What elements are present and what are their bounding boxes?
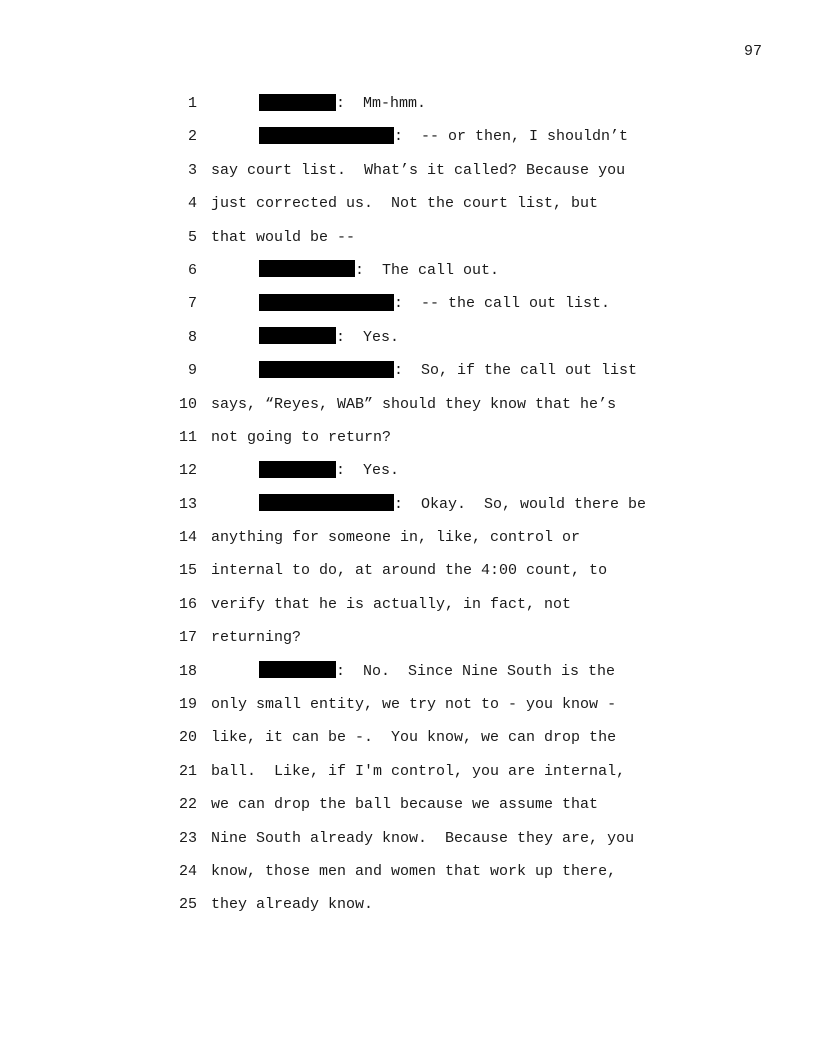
transcript-line [0, 588, 816, 621]
line-text [211, 187, 598, 220]
line-number: 19 [178, 696, 197, 714]
transcript-line [0, 421, 816, 454]
redacted-speaker-name [259, 127, 394, 144]
line-number: 21 [178, 762, 197, 780]
line-number: 8 [187, 328, 197, 346]
line-text [211, 755, 625, 788]
line-text [211, 554, 607, 587]
line-number: 17 [178, 629, 197, 647]
line-text [211, 421, 391, 454]
line-content: Nine South already know. Because they are, you [211, 829, 635, 847]
redacted-speaker-name [259, 494, 394, 511]
redacted-speaker-name [259, 361, 394, 378]
line-number: 25 [178, 896, 197, 914]
line-content: just corrected us. Not the court list, but [211, 195, 599, 213]
line-content: : So, if the call out list [394, 362, 638, 380]
line-text [211, 521, 580, 554]
line-text [211, 855, 616, 888]
line-content: internal to do, at around the 4:00 count, to [211, 562, 608, 580]
redacted-speaker-name [259, 327, 336, 344]
redacted-speaker-name [259, 294, 394, 311]
transcript-line [0, 621, 816, 654]
transcript-line [0, 822, 816, 855]
line-number: 18 [178, 662, 197, 680]
redacted-speaker-name [259, 661, 336, 678]
transcript-line [0, 488, 816, 521]
transcript-line [0, 154, 816, 187]
transcript-line [0, 688, 816, 721]
line-text [211, 788, 598, 821]
line-content: : Yes. [336, 328, 400, 346]
transcript-line [0, 187, 816, 220]
line-number: 2 [187, 128, 197, 146]
transcript-line [0, 721, 816, 754]
redacted-speaker-name [259, 461, 336, 478]
line-content: anything for someone in, like, control or [211, 529, 581, 547]
line-content: they already know. [211, 896, 374, 914]
line-number: 20 [178, 729, 197, 747]
transcript-line [0, 554, 816, 587]
speaker-line [259, 321, 399, 354]
transcript-line [0, 388, 816, 421]
line-text [211, 388, 616, 421]
line-text [211, 621, 301, 654]
transcript-line [0, 655, 816, 688]
transcript-line [0, 87, 816, 120]
line-text [211, 888, 373, 921]
transcript-line [0, 454, 816, 487]
speaker-line [259, 120, 628, 153]
transcript-line [0, 120, 816, 153]
line-number: 12 [178, 462, 197, 480]
transcript-line [0, 354, 816, 387]
transcript-line [0, 855, 816, 888]
line-content: like, it can be -. You know, we can drop the [211, 729, 617, 747]
transcript-line [0, 221, 816, 254]
speaker-line [259, 254, 499, 287]
line-text [211, 721, 616, 754]
line-content: : -- the call out list. [394, 295, 611, 313]
speaker-line [259, 354, 637, 387]
line-content: says, “Reyes, WAB” should they know that he’s [211, 395, 617, 413]
transcript-line [0, 521, 816, 554]
line-content: : Okay. So, would there be [394, 495, 647, 513]
transcript-line [0, 287, 816, 320]
line-number: 11 [178, 428, 197, 446]
line-content: : No. Since Nine South is the [336, 662, 616, 680]
line-number: 5 [187, 228, 197, 246]
line-text [211, 221, 355, 254]
line-content: only small entity, we try not to - you know - [211, 696, 617, 714]
speaker-line [259, 287, 610, 320]
line-number: 16 [178, 595, 197, 613]
line-number: 3 [187, 161, 197, 179]
line-content: verify that he is actually, in fact, not [211, 595, 572, 613]
line-content: not going to return? [211, 428, 392, 446]
line-text [211, 822, 634, 855]
line-content: returning? [211, 629, 302, 647]
line-number: 13 [178, 495, 197, 513]
line-number: 1 [187, 95, 197, 112]
line-content: : The call out. [355, 261, 500, 279]
line-text [211, 688, 616, 721]
line-number: 14 [178, 529, 197, 547]
line-content: : -- or then, I shouldn’t [394, 128, 629, 146]
transcript-line [0, 888, 816, 921]
line-content: ball. Like, if I'm control, you are internal, [211, 762, 626, 780]
line-content: that would be -- [211, 228, 356, 246]
line-content: we can drop the ball because we assume that [211, 796, 599, 814]
transcript-line [0, 321, 816, 354]
transcript-line [0, 755, 816, 788]
line-content: : Mm-hmm. [336, 95, 427, 112]
transcript-line [0, 254, 816, 287]
line-text [211, 154, 625, 187]
line-content: : Yes. [336, 462, 400, 480]
line-content: know, those men and women that work up there, [211, 862, 617, 880]
speaker-line [259, 655, 615, 688]
speaker-line [259, 454, 399, 487]
speaker-line [259, 87, 426, 120]
line-number: 24 [178, 862, 197, 880]
line-number: 9 [187, 362, 197, 380]
redacted-speaker-name [259, 94, 336, 111]
line-number: 10 [178, 395, 197, 413]
line-content: say court list. What’s it called? Because you [211, 161, 626, 179]
line-number: 23 [178, 829, 197, 847]
line-text [211, 588, 571, 621]
line-number: 4 [187, 195, 197, 213]
speaker-line [259, 488, 646, 521]
redacted-speaker-name [259, 260, 355, 277]
transcript-line [0, 788, 816, 821]
transcript-body [0, 87, 816, 922]
line-number: 7 [187, 295, 197, 313]
page-number: 97 [743, 43, 762, 60]
line-number: 22 [178, 796, 197, 814]
line-number: 6 [187, 261, 197, 279]
line-number: 15 [178, 562, 197, 580]
